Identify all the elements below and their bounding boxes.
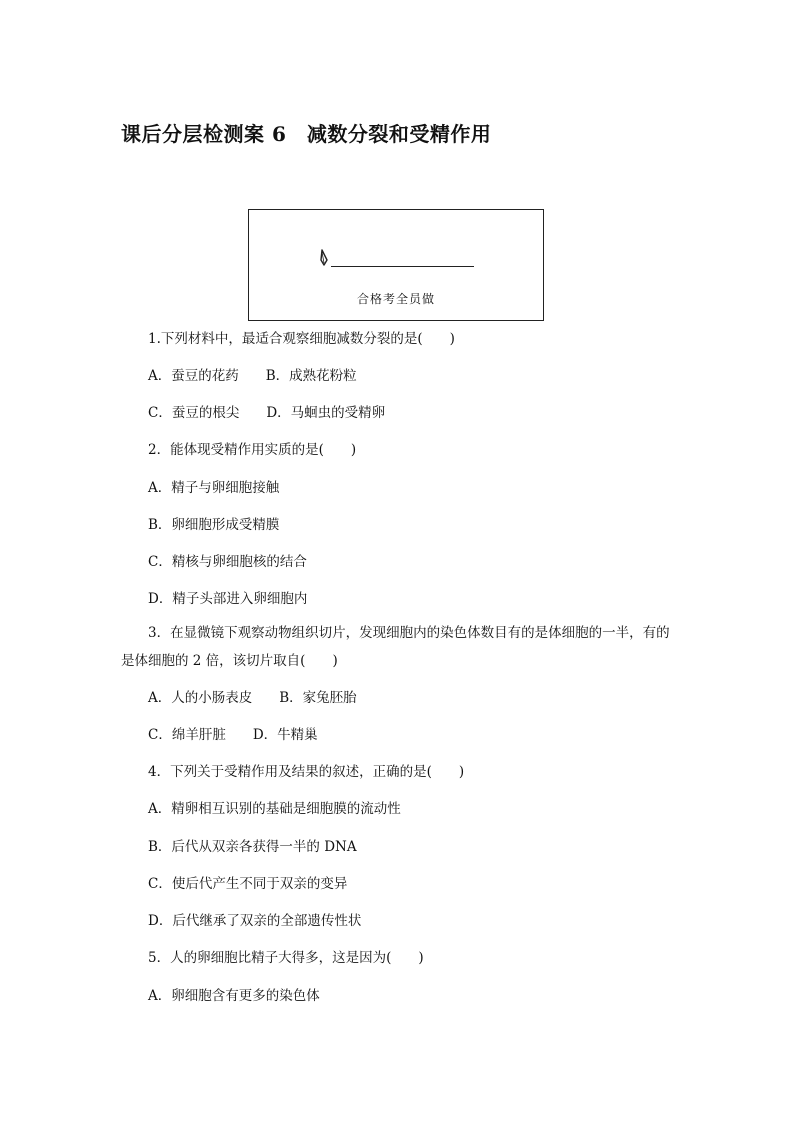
question-1-options-row-1: A．蚕豆的花药 B．成熟花粉粒: [148, 368, 357, 384]
question-2-option-a: A．精子与卵细胞接触: [148, 480, 280, 496]
question-1-options-row-2: C．蚕豆的根尖 D．马蛔虫的受精卵: [148, 405, 386, 421]
question-2-option-b: B．卵细胞形成受精膜: [148, 517, 280, 533]
question-3-stem: 3．在显微镜下观察动物组织切片，发现细胞内的染色体数目有的是体细胞的一半，有的是体细胞的 2 倍，该切片取自( ): [121, 625, 670, 669]
question-3-options-row-1: A．人的小肠表皮 B．家兔胚胎: [148, 690, 357, 706]
question-4-option-b: B．后代从双亲各获得一半的 DNA: [148, 839, 357, 855]
question-2-stem: 2．能体现受精作用实质的是( ): [148, 442, 357, 458]
question-5-stem: 5．人的卵细胞比精子大得多，这是因为( ): [148, 950, 424, 966]
question-4-stem: 4．下列关于受精作用及结果的叙述，正确的是( ): [148, 764, 465, 780]
question-4-option-a: A．精卵相互识别的基础是细胞膜的流动性: [148, 801, 401, 817]
page-title: 课后分层检测案 6 减数分裂和受精作用: [121, 122, 492, 146]
question-2-option-c: C．精核与卵细胞核的结合: [148, 554, 307, 570]
question-3-options-row-2: C．绵羊肝脏 D．牛精巢: [148, 727, 318, 743]
question-4-option-d: D．后代继承了双亲的全部遗传性状: [148, 913, 362, 929]
rule-line: [331, 266, 474, 267]
question-4-option-c: C．使后代产生不同于双亲的变异: [148, 876, 348, 892]
section-label: 合格考全员做: [356, 292, 435, 306]
question-2-option-d: D．精子头部进入卵细胞内: [148, 591, 308, 607]
pen-icon: [319, 248, 335, 268]
question-5-option-a: A．卵细胞含有更多的染色体: [148, 988, 320, 1004]
question-1-stem: 1.下列材料中，最适合观察细胞减数分裂的是( ): [148, 331, 455, 347]
section-box: [248, 209, 544, 321]
